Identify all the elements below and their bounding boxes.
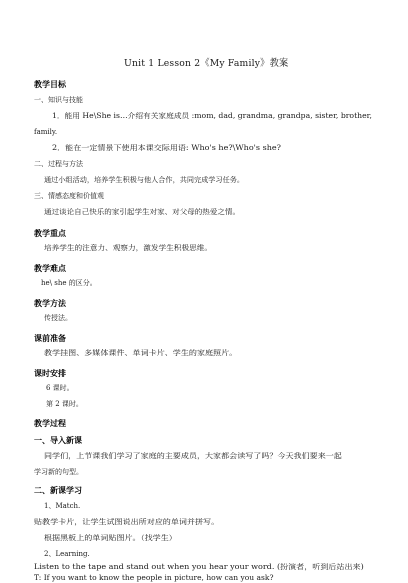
section-heading-preparation: 课前准备 (34, 333, 66, 343)
subheading-process-method: 二、过程与方法 (34, 160, 83, 168)
subheading-knowledge-skills: 一、知识与技能 (34, 96, 83, 104)
preparation-body: 教学挂图、多媒体课件、单词卡片、学生的家庭照片。 (44, 349, 238, 357)
step-2-body: Listen to the tape and stand out when you hear your word. (扮演者，听到后站出来) (34, 563, 364, 571)
step-1-title: 1、Match. (44, 502, 81, 510)
introduction-body: 同学们，上节课我们学习了家庭的主要成员，大家都会读写了吗？今天我们要来一起 (44, 452, 342, 460)
attitude-values-body: 通过谈论自己快乐的家引起学生对家、对父母的热爱之情。 (44, 208, 241, 216)
subheading-attitude-values: 三、情感态度和价值观 (34, 192, 104, 200)
subheading-introduction: 一、导入新课 (34, 435, 82, 445)
section-heading-difficulties: 教学难点 (34, 263, 66, 273)
subheading-new-lesson: 二、新课学习 (34, 485, 82, 495)
section-heading-key-points: 教学重点 (34, 228, 66, 238)
section-heading-process: 教学过程 (34, 418, 66, 428)
section-heading-teaching-method: 教学方法 (34, 298, 66, 308)
process-method-body: 通过小组活动，培养学生积极与他人合作，共同完成学习任务。 (44, 176, 244, 184)
step-1-body: 贴教学卡片，让学生试图说出所对应的单词并拼写。 (34, 518, 220, 526)
objective-item-1: 1．能用 He\She is…介绍有关家庭成员 :mom, dad, grandma, grandpa, sister, brother, (52, 112, 372, 120)
introduction-body-continued: 学习新的句型。 (34, 468, 83, 476)
objective-item-2: 2．能在一定情景下使用本课交际用语: Who's he?\Who's she? (52, 144, 281, 152)
teaching-method-body: 传授法。 (44, 314, 72, 322)
section-heading-objectives: 教学目标 (34, 79, 66, 89)
section-heading-schedule: 课时安排 (34, 368, 66, 378)
difficulties-body: he\ she 的区分。 (41, 279, 97, 287)
schedule-body-1: 6 课时。 (46, 384, 74, 392)
schedule-body-2: 第 2 课时。 (46, 400, 83, 408)
key-points-body: 培养学生的注意力、观察力，激发学生积极思维。 (44, 244, 212, 252)
page-title: Unit 1 Lesson 2《My Family》教案 (124, 58, 289, 69)
step-2-title: 2、Learning. (44, 550, 90, 558)
objective-item-1-continued: family. (34, 128, 58, 136)
step-2-body-2: T: If you want to know the people in picture, how can you ask? (34, 574, 274, 582)
step-1-body-2: 根据黑板上的单词贴图片。（找学生） (44, 534, 177, 542)
